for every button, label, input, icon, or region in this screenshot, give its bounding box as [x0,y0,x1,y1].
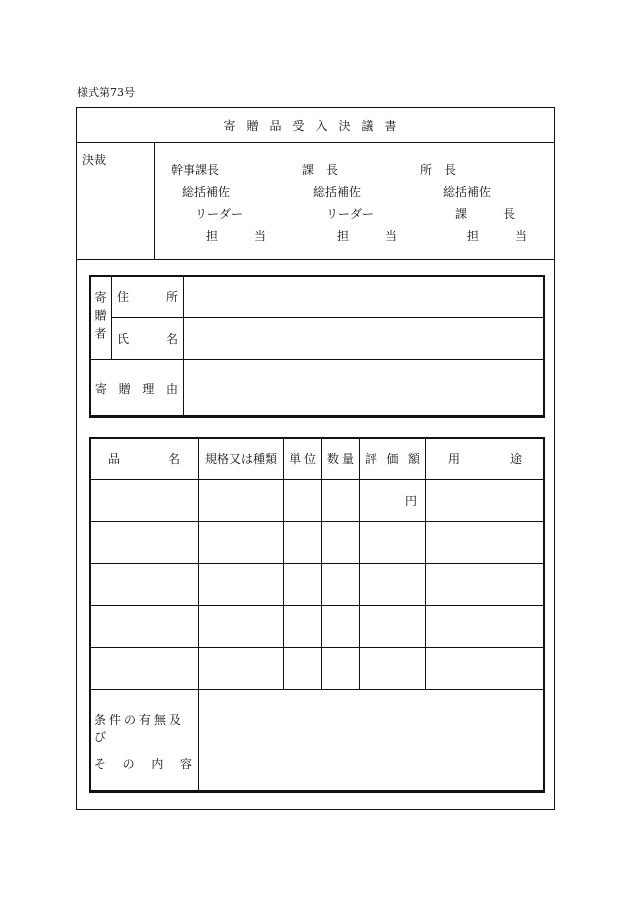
form-sheet [76,107,555,810]
item-spec-cell[interactable] [199,606,284,648]
item-value-cell[interactable] [360,522,426,564]
approver-c3-3: 課 長 [455,207,528,221]
item-name-cell[interactable] [90,564,199,606]
items-header-row [90,438,545,480]
table-row [90,648,545,690]
item-qty-cell[interactable] [322,648,360,690]
address-label: 住 所 [112,276,184,318]
approver-c3-4: 担 当 [467,229,540,243]
currency-unit: 円 [404,494,417,508]
reason-label: 寄 贈 理 由 [90,360,184,418]
item-unit-cell[interactable] [284,564,322,606]
donor-group-label: 寄贈者 [90,276,112,360]
item-unit-cell[interactable] [284,648,322,690]
name-label: 氏 名 [112,318,184,360]
item-spec-cell[interactable] [199,480,284,522]
item-spec-cell[interactable] [199,522,284,564]
item-unit-cell[interactable] [284,606,322,648]
table-row [90,480,545,522]
approval-section [77,143,554,260]
header-use: 用 途 [426,438,545,480]
item-qty-cell[interactable] [322,564,360,606]
donor-table [89,275,545,418]
item-name-cell[interactable] [90,648,199,690]
item-qty-cell[interactable] [322,480,360,522]
item-value-cell[interactable] [360,564,426,606]
item-name-cell[interactable] [90,522,199,564]
header-value: 評 価 額 [360,438,426,480]
item-use-cell[interactable] [426,648,545,690]
form-number: 様式第73号 [77,86,135,99]
conditions-field[interactable] [199,690,545,793]
item-spec-cell[interactable] [199,564,284,606]
approver-c1-1: 幹事課長 [171,163,220,177]
approver-c2-4: 担 当 [337,229,410,243]
approver-c3-1: 所 長 [420,163,457,177]
item-qty-cell[interactable] [322,606,360,648]
item-value-cell[interactable] [360,480,426,522]
table-row [90,564,545,606]
item-use-cell[interactable] [426,480,545,522]
document-title: 寄贈品受入決議書 [77,108,554,143]
approval-divider [154,143,155,259]
header-item-name: 品 名 [90,438,199,480]
approver-c2-1: 課 長 [302,163,339,177]
table-row [90,606,545,648]
conditions-label: 条件の有無及び そ の 内 容 [90,690,199,793]
item-spec-cell[interactable] [199,648,284,690]
donor-name-field[interactable] [184,318,545,360]
item-name-cell[interactable] [90,606,199,648]
item-use-cell[interactable] [426,564,545,606]
approver-c1-3: リーダー [195,207,244,221]
item-value-cell[interactable] [360,648,426,690]
header-qty: 数 量 [322,438,360,480]
approver-c3-2: 総括補佐 [443,185,492,199]
item-unit-cell[interactable] [284,480,322,522]
item-value-cell[interactable] [360,606,426,648]
conditions-row [90,690,545,793]
donor-address-field[interactable] [184,276,545,318]
approver-c1-4: 担 当 [206,229,279,243]
item-unit-cell[interactable] [284,522,322,564]
item-qty-cell[interactable] [322,522,360,564]
donation-reason-field[interactable] [184,360,545,418]
items-table [89,437,545,793]
header-unit: 単 位 [284,438,322,480]
item-use-cell[interactable] [426,606,545,648]
item-use-cell[interactable] [426,522,545,564]
item-name-cell[interactable] [90,480,199,522]
approval-label: 決裁 [82,153,107,167]
table-row [90,522,545,564]
approver-c2-3: リーダー [326,207,375,221]
approver-c1-2: 総括補佐 [182,185,231,199]
approver-c2-2: 総括補佐 [313,185,362,199]
header-spec: 規格又は種類 [199,438,284,480]
